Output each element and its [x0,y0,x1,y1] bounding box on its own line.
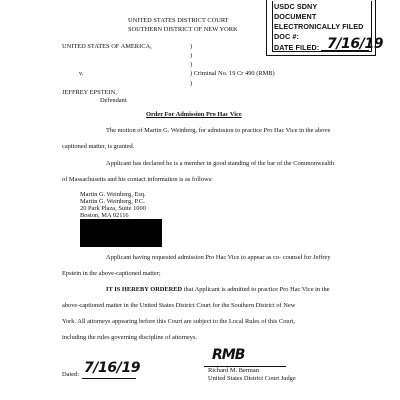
stamp-document: DOCUMENT [274,12,317,21]
caption-bracket-1: ) [190,43,193,50]
paragraph-1-line-2: captioned matter, is granted. [62,143,135,150]
caption-bracket-3: ) [190,61,193,68]
filing-stamp [266,0,384,56]
paragraph-4-line-1-rest: that Applicant is admitted to practice Pro Hac Vice in the [182,286,330,293]
stamp-date-filed-label: DATE FILED: [274,43,320,52]
stamp-date-filed-handwritten: 7/16/19 [327,36,384,52]
judge-title: United States District Court Judge [208,375,296,382]
caption-bracket-4: ) [190,80,193,87]
stamp-date-line [321,50,369,51]
paragraph-4-line-1 [106,286,330,294]
contact-line-3: 20 Park Plaza, Suite 1000 [80,205,146,212]
judge-initials-signature: RMB [212,347,245,363]
contact-line-1: Martin G. Weinberg, Esq. [80,191,146,198]
contact-line-4: Boston, MA 02116 [80,212,129,219]
defendant-name: JEFFREY EPSTEIN, [62,89,117,96]
paragraph-4-line-4: including the rules governing discipline of attorneys. [62,334,198,341]
stamp-electronically-filed: ELECTRONICALLY FILED [274,22,364,31]
hereby-ordered: IT IS HEREBY ORDERED [106,286,183,293]
court-name: UNITED STATES DISTRICT COURT [128,17,229,24]
dated-line [82,378,136,379]
caption-bracket-2: ) [190,52,193,59]
stamp-court: USDC SDNY [274,2,318,11]
caption-versus: v. [79,70,84,77]
order-title: Order For Admission Pro Hac Vice [146,111,242,118]
paragraph-3-line-2: Epstein in the above-captioned matter; [62,270,161,277]
paragraph-4-line-2: above-captioned matter in the United States District Court for the Southern District of New [62,302,296,309]
dated-label: Dated: [62,371,80,378]
court-district: SOUTHERN DISTRICT OF NEW YORK [128,26,238,33]
dated-handwritten: 7/16/19 [84,360,141,376]
contact-line-2: Martin G. Weinberg, P.C. [80,198,145,205]
case-number: ) Criminal No. 19 Cr 490 (RMB) [190,70,275,77]
paragraph-4-line-3: York. All attorneys appearing before this Court are subject to the Local Rules of this Court, [62,318,296,325]
plaintiff-name: UNITED STATES OF AMERICA, [62,43,152,50]
judge-name: Richard M. Berman [208,367,259,374]
paragraph-3-line-1: Applicant having requested admission Pro Hac Vice to appear as co- counsel for Jeffrey [106,254,331,261]
paragraph-2-line-1: Applicant has declared he is a member in good standing of the bar of the Commonwealth [106,160,335,167]
paragraph-2-line-2: of Massachusetts and his contact information is as follows: [62,176,213,183]
paragraph-1-line-1: The motion of Martin G. Weinberg, for admission to practice Pro Hac Vice in the above [106,127,331,134]
stamp-doc-number: DOC #: [274,32,299,41]
redaction-block [80,219,162,247]
defendant-role: Defendant [100,97,127,104]
